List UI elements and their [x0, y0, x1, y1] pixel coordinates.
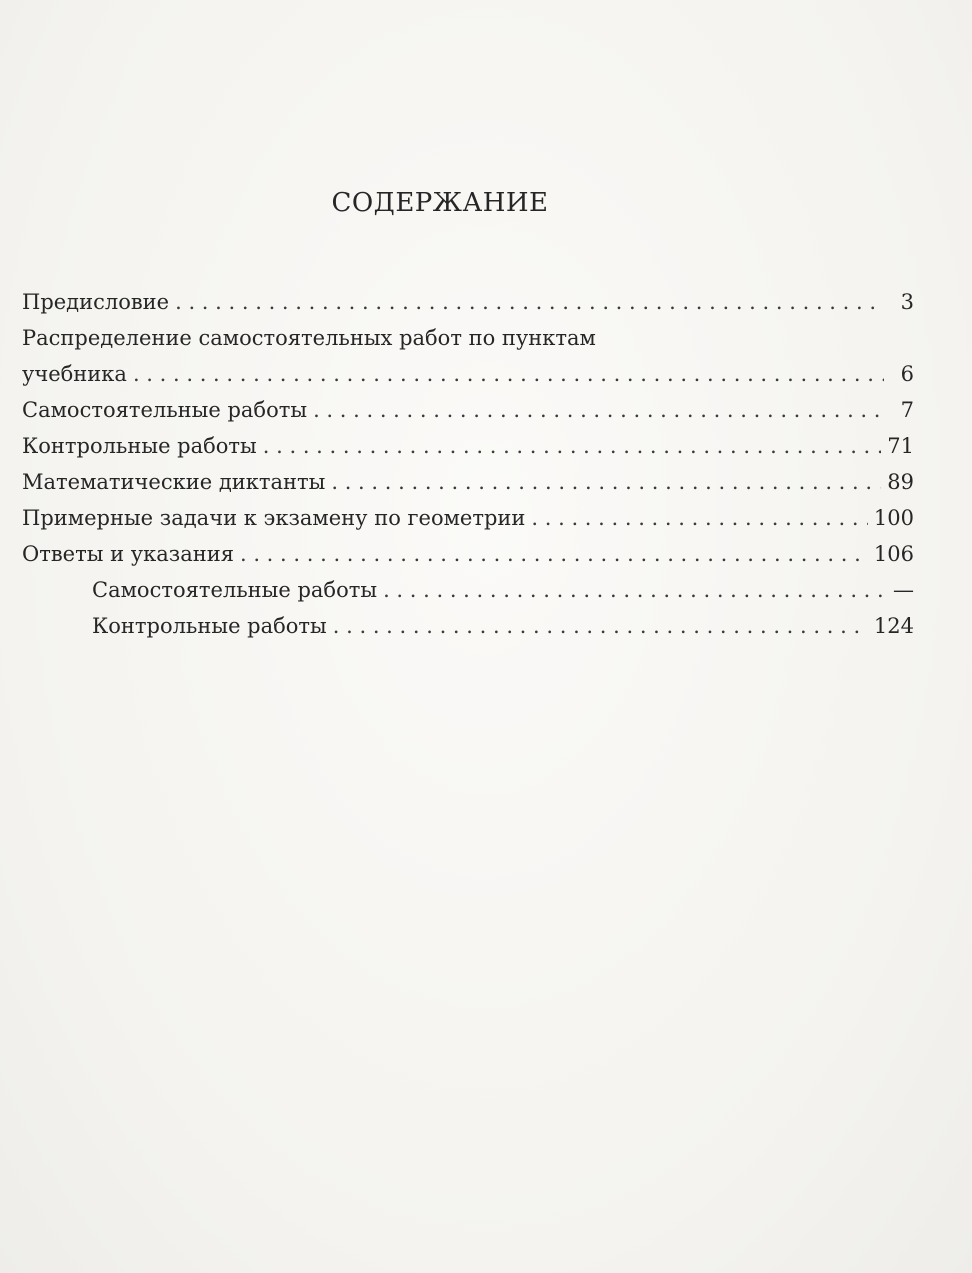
- dot-leader: [313, 392, 884, 428]
- toc-entry-distribution-line1: [22, 320, 914, 356]
- table-of-contents: [22, 284, 914, 644]
- toc-entry-exam-problems: [22, 500, 914, 536]
- toc-entry-preface: [22, 284, 914, 320]
- toc-entry-label: Примерные задачи к экзамену по геометрии: [22, 506, 526, 530]
- dot-leader: [531, 500, 868, 536]
- page-title: СОДЕРЖАНИЕ: [331, 188, 549, 218]
- dot-leader: [133, 356, 884, 392]
- toc-entry-math-dictations: [22, 464, 914, 500]
- toc-entry-label: Предисловие: [22, 290, 170, 314]
- toc-page-number: 7: [900, 398, 914, 422]
- toc-entry-label: Распределение самостоятельных работ по пунктам: [22, 326, 596, 350]
- dot-leader: [331, 464, 881, 500]
- dot-leader: [263, 428, 882, 464]
- toc-entry-label: Самостоятельные работы: [92, 578, 378, 602]
- toc-page-number: 100: [873, 506, 914, 530]
- toc-page-number: 3: [900, 290, 914, 314]
- dot-leader: [383, 572, 884, 608]
- toc-page-number: 106: [873, 542, 914, 566]
- toc-entry-label: Ответы и указания: [22, 542, 234, 566]
- toc-page-number: 124: [873, 614, 914, 638]
- toc-subentry-independent-works: [22, 572, 914, 608]
- toc-page-number: 6: [900, 362, 914, 386]
- toc-subentry-control-works: [22, 608, 914, 644]
- toc-entry-distribution-line2: [22, 356, 914, 392]
- dot-leader: [333, 608, 868, 644]
- toc-entry-label: Самостоятельные работы: [22, 398, 308, 422]
- toc-entry-control-works: [22, 428, 914, 464]
- toc-page-number: 71: [887, 434, 914, 458]
- toc-entry-label: учебника: [22, 362, 127, 386]
- toc-page-number: 89: [887, 470, 914, 494]
- toc-entry-label: Контрольные работы: [92, 614, 327, 638]
- toc-entry-answers: [22, 536, 914, 572]
- toc-entry-label: Математические диктанты: [22, 470, 326, 494]
- toc-entry-label: Контрольные работы: [22, 434, 257, 458]
- toc-entry-independent-works: [22, 392, 914, 428]
- dot-leader: [240, 536, 868, 572]
- dot-leader: [175, 284, 884, 320]
- toc-page-number: —: [893, 578, 914, 602]
